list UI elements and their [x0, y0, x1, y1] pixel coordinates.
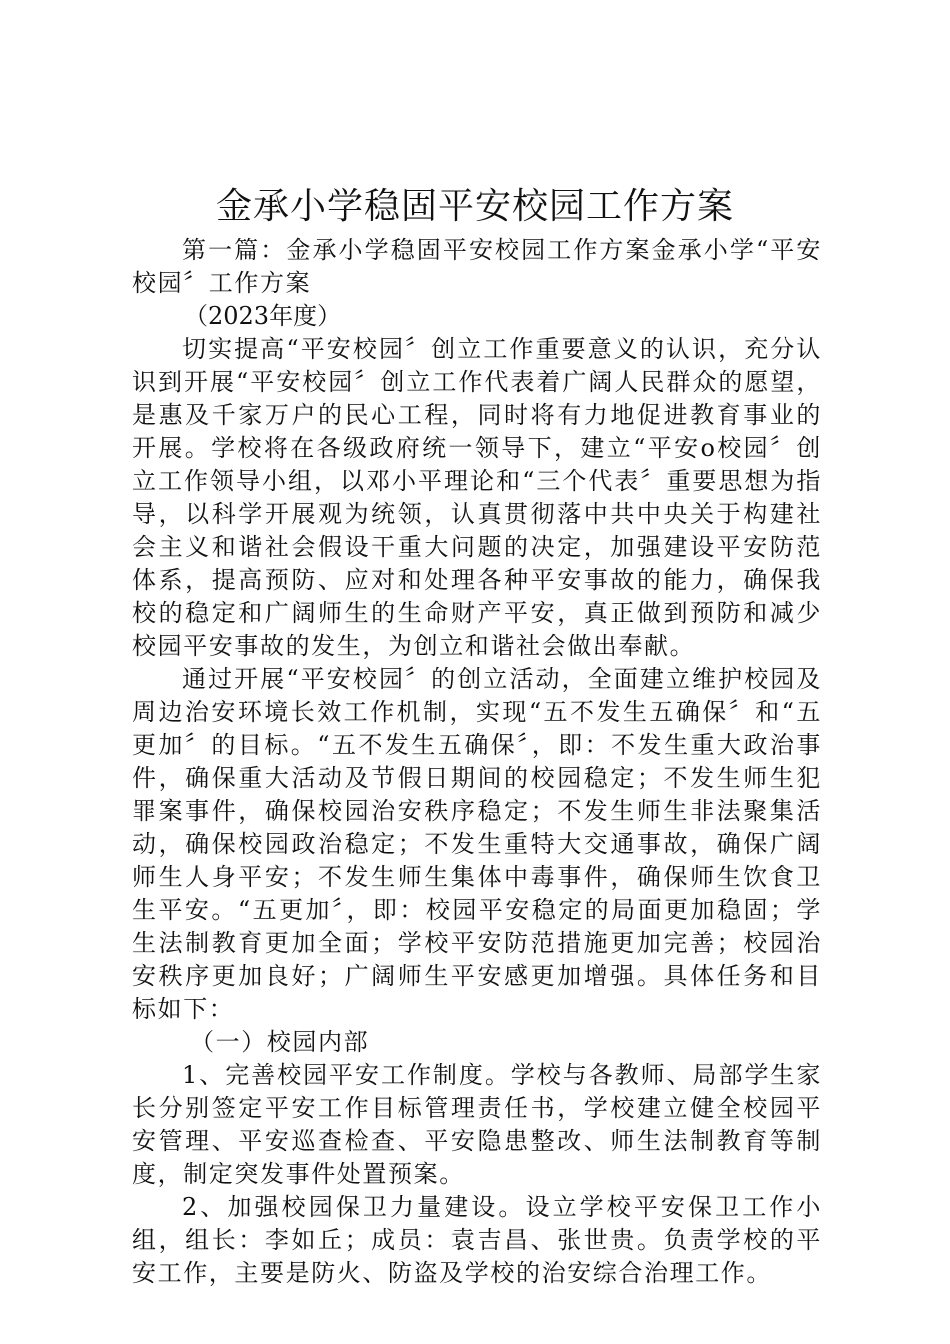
document-title: 金承小学稳固平安校园工作方案 — [215, 186, 734, 227]
paragraph-item-2: 2、加强校园保卫力量建设。设立学校平安保卫工作小组，组长：李如丘；成员：袁吉昌、张世贵。负责学校的平安工作，主要是防火、防盗及学校的治安综合治理工作。 — [132, 1193, 822, 1287]
paragraph-significance: 切实提高“平安校园〞创立工作重要意义的认识，充分认识到开展“平安校园〞创立工作代表着广阔人民群众的愿望，是惠及千家万户的民心工程，同时将有力地促进教育事业的开展。学校将在各级政府统一领导下，建立“平安o校园〞创立工作领导小组，以邓小平理论和“三个代表〞重要思想为指导，以科学开展观为统领，认真贯彻落中共中央关于构建社会主义和谐社会假设干重大问题的决定，加强建设平安防范体系，提高预防、应对和处理各种平安事故的能力，确保我校的稳定和广阔师生的生命财产平安，真正做到预防和减少校园平安事故的发生，为创立和谐社会做出奉献。 — [132, 335, 822, 660]
paragraph-intro: 第一篇：金承小学稳固平安校园工作方案金承小学“平安校园〞工作方案 — [132, 236, 822, 297]
paragraph-goals: 通过开展“平安校园〞的创立活动，全面建立维护校园及周边治安环境长效工作机制，实现“五不发生五确保〞和“五更加〞的目标。“五不发生五确保〞，即：不发生重大政治事件，确保重大活动及节假日期间的校园稳定；不发生师生犯罪案事件，确保校园治安秩序稳定；不发生师生非法聚集活动，确保校园政治稳定；不发生重特大交通事故，确保广阔师生人身平安；不发生师生集体中毒事件，确保师生饮食卫生平安。“五更加〞，即：校园平安稳定的局面更加稳固；学生法制教育更加全面；学校平安防范措施更加完善；校园治安秩序更加良好；广阔师生平安感更加增强。具体任务和目标如下： — [132, 665, 822, 1023]
paragraph-item-1: 1、完善校园平安工作制度。学校与各教师、局部学生家长分别签定平安工作目标管理责任书，学校建立健全校园平安管理、平安巡查检查、平安隐患整改、师生法制教育等制度，制定突发事件处置预案。 — [132, 1061, 822, 1188]
section-heading-campus-internal: （一）校园内部 — [190, 1028, 370, 1056]
document-body — [132, 234, 822, 1290]
paragraph-year: （2023年度） — [184, 302, 342, 330]
